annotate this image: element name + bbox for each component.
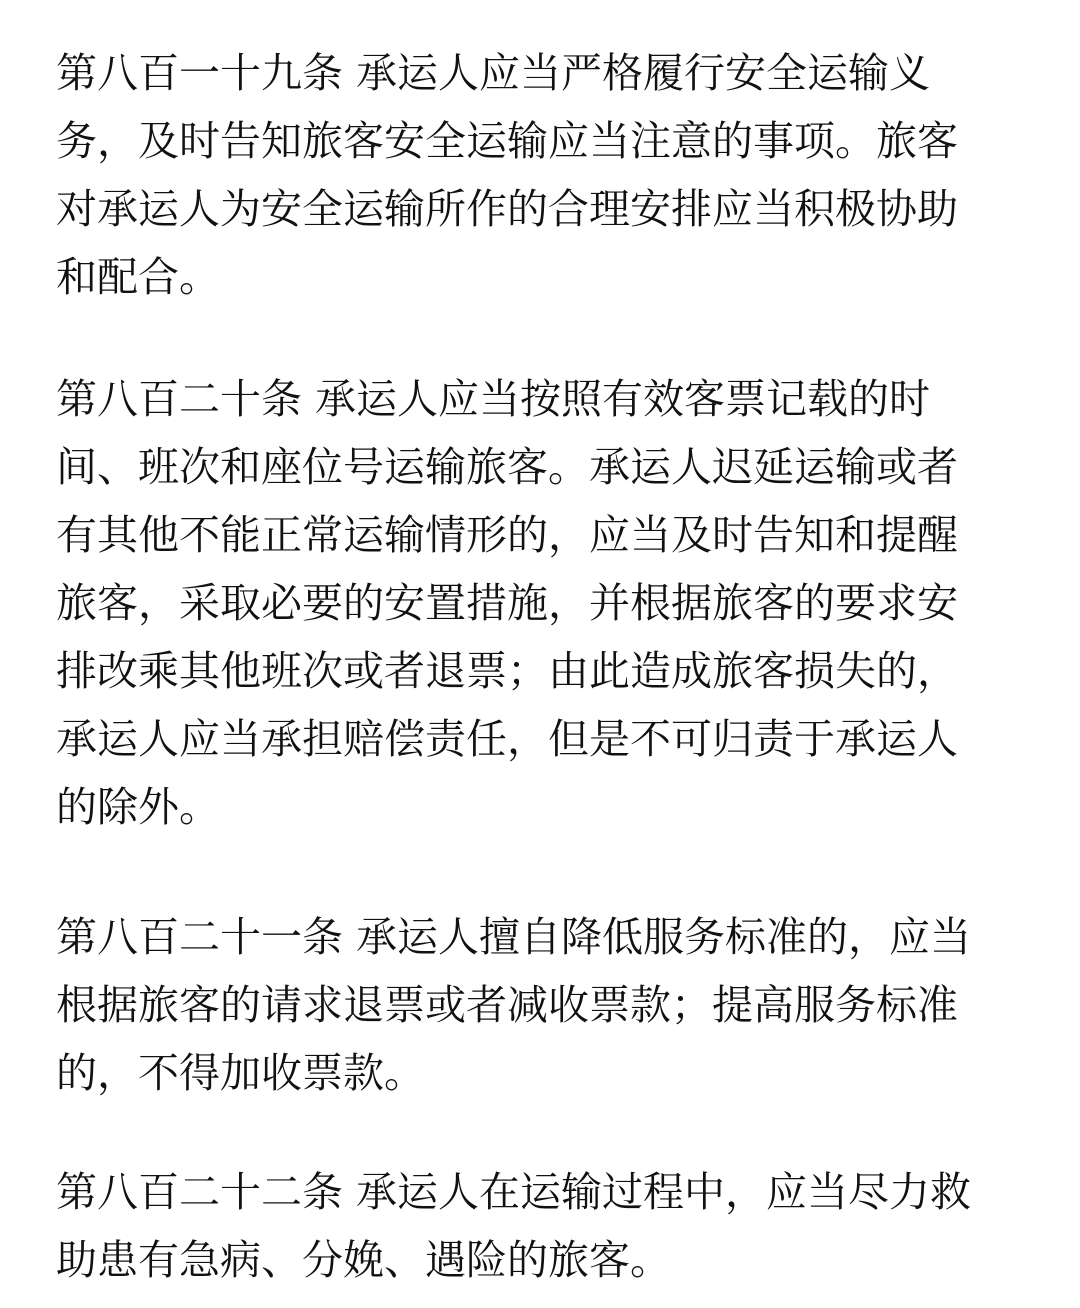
article-line: 第八百一十九条 承运人应当严格履行安全运输义: [56, 49, 931, 97]
article-822: [56, 1158, 971, 1294]
article-line: 的除外。: [56, 783, 220, 831]
article-819: [56, 39, 958, 311]
article-line: 助患有急病、分娩、遇险的旅客。: [56, 1236, 671, 1284]
article-line: 旅客，采取必要的安置措施，并根据旅客的要求安: [56, 579, 958, 627]
article-line: 根据旅客的请求退票或者减收票款；提高服务标准: [56, 981, 958, 1029]
article-line: 有其他不能正常运输情形的，应当及时告知和提醒: [56, 511, 958, 559]
article-line: 对承运人为安全运输所作的合理安排应当积极协助: [56, 185, 958, 233]
article-line: 第八百二十二条 承运人在运输过程中，应当尽力救: [56, 1168, 972, 1216]
article-line: 间、班次和座位号运输旅客。承运人迟延运输或者: [56, 443, 958, 491]
article-line: 务，及时告知旅客安全运输应当注意的事项。旅客: [56, 117, 958, 165]
article-820: [56, 365, 958, 841]
article-line: 的，不得加收票款。: [56, 1049, 425, 1097]
article-line: 第八百二十条 承运人应当按照有效客票记载的时: [56, 375, 931, 423]
article-821: [56, 903, 971, 1107]
article-line: 和配合。: [56, 253, 220, 301]
article-line: 承运人应当承担赔偿责任，但是不可归责于承运人: [56, 715, 958, 763]
article-line: 第八百二十一条 承运人擅自降低服务标准的，应当: [56, 913, 972, 961]
article-line: 排改乘其他班次或者退票；由此造成旅客损失的，: [56, 647, 958, 695]
